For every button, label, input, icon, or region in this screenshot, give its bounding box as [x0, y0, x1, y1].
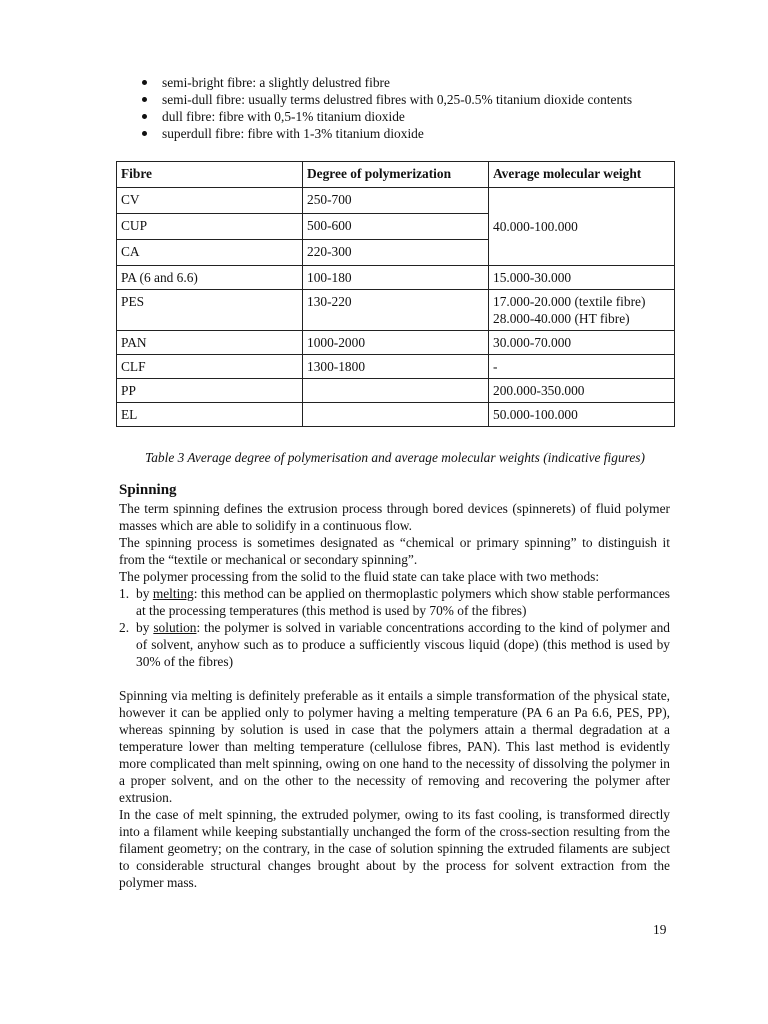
- item-keyword: melting: [152, 586, 194, 601]
- bullet-text: semi-dull fibre: usually terms delustred fibres with 0,25-0.5% titanium dioxide contents: [162, 92, 633, 107]
- cell-fibre: CV: [117, 188, 303, 214]
- bullet-icon: [142, 131, 147, 136]
- cell-fibre: CA: [117, 240, 303, 266]
- paragraph: The term spinning defines the extrusion process through bored devices (spinnerets) of fluid polymer masses which are able to solidify in a continuous flow.: [119, 501, 670, 533]
- bullet-icon: [142, 114, 147, 119]
- item-prefix: by: [136, 586, 153, 601]
- paragraph: In the case of melt spinning, the extruded polymer, owing to its fast cooling, is transformed directly into a filament while keeping substantially unchanged the form of the cross-section resulting from the filament geometry; on the contrary, in the case of solution spinning the extruded filaments are subject to considerable structural changes brought about by the process for solvent extraction from the polymer mass.: [119, 807, 670, 890]
- bullet-item: [138, 125, 698, 142]
- bullet-icon: [142, 80, 147, 85]
- table-row: [117, 290, 675, 331]
- item-number: 1.: [119, 586, 130, 601]
- cell-weight-merged: 40.000-100.000: [489, 188, 675, 266]
- bullet-icon: [142, 97, 147, 102]
- cell-fibre: PA (6 and 6.6): [117, 266, 303, 290]
- cell-degree: 130-220: [303, 290, 489, 331]
- cell-degree: 500-600: [303, 214, 489, 240]
- table-header-row: [117, 162, 675, 188]
- table-row: [117, 188, 675, 214]
- fibre-table: [116, 161, 675, 427]
- header-degree: Degree of polymerization: [303, 162, 489, 188]
- cell-degree: [303, 403, 489, 427]
- bullet-text: superdull fibre: fibre with 1-3% titanium dioxide: [162, 126, 424, 141]
- cell-weight: [489, 290, 675, 331]
- bullet-item: [138, 108, 698, 125]
- item-number: 2.: [119, 620, 130, 635]
- cell-weight: 50.000-100.000: [489, 403, 675, 427]
- paragraph: Spinning via melting is definitely preferable as it entails a simple transformation of the physical state, however it can be applied only to polymer having a melting temperature (PA 6 an Pa 6.6, PES, PP), whereas spinning by solution is used in case that the polymers attain a thermal degradation at a temperature lower than melting temperature (cellulose fibres, PAN). This last method is evidently more complicated than melt spinning, owing on one hand to the necessity of dissolving the polymer in a proper solvent, and on the other to the necessity of removing and recovering the polymer after extrusion.: [119, 688, 670, 805]
- cell-weight: 15.000-30.000: [489, 266, 675, 290]
- section-body: [119, 500, 670, 891]
- bullet-list: [138, 74, 698, 142]
- bullet-text: dull fibre: fibre with 0,5-1% titanium dioxide: [162, 109, 405, 124]
- table-row: [117, 379, 675, 403]
- numbered-item: [119, 585, 670, 619]
- cell-weight: 30.000-70.000: [489, 331, 675, 355]
- page-number: 19: [653, 922, 667, 937]
- cell-degree: [303, 379, 489, 403]
- item-text: : the polymer is solved in variable concentrations according to the kind of polymer and of solvent, anyhow such as to produce a sufficiently viscous liquid (dope) (this method is used by 30% of the fibres): [136, 620, 670, 669]
- paragraph: The polymer processing from the solid to the fluid state can take place with two methods:: [119, 569, 600, 584]
- table-row: [117, 403, 675, 427]
- cell-fibre: CLF: [117, 355, 303, 379]
- bullet-item: [138, 74, 698, 91]
- item-prefix: by: [136, 620, 154, 635]
- paragraph: The spinning process is sometimes designated as “chemical or primary spinning” to distinguish it from the “textile or mechanical or secondary spinning”.: [119, 535, 670, 567]
- table-row: [117, 331, 675, 355]
- cell-degree: 1300-1800: [303, 355, 489, 379]
- bullet-item: [138, 91, 698, 108]
- cell-weight: -: [489, 355, 675, 379]
- table-caption: Table 3 Average degree of polymerisation and average molecular weights (indicative figures): [145, 450, 645, 465]
- cell-fibre: PP: [117, 379, 303, 403]
- table-row: [117, 266, 675, 290]
- cell-degree: 100-180: [303, 266, 489, 290]
- cell-fibre: CUP: [117, 214, 303, 240]
- section-heading: Spinning: [119, 482, 177, 498]
- cell-fibre: EL: [117, 403, 303, 427]
- cell-degree: 220-300: [303, 240, 489, 266]
- cell-weight-line: 17.000-20.000 (textile fibre): [493, 294, 646, 309]
- item-text: : this method can be applied on thermoplastic polymers which show stable performances at the processing temperatures (this method is used by 70% of the fibres): [136, 586, 670, 618]
- cell-fibre: PES: [117, 290, 303, 331]
- cell-weight-line: 28.000-40.000 (HT fibre): [493, 311, 630, 326]
- cell-degree: 1000-2000: [303, 331, 489, 355]
- bullet-text: semi-bright fibre: a slightly delustred fibre: [162, 75, 390, 90]
- header-fibre: Fibre: [117, 162, 303, 188]
- cell-degree: 250-700: [303, 188, 489, 214]
- cell-fibre: PAN: [117, 331, 303, 355]
- table-row: [117, 355, 675, 379]
- header-weight: Average molecular weight: [489, 162, 675, 188]
- numbered-item: [119, 619, 670, 670]
- item-keyword: solution: [153, 620, 197, 635]
- cell-weight: 200.000-350.000: [489, 379, 675, 403]
